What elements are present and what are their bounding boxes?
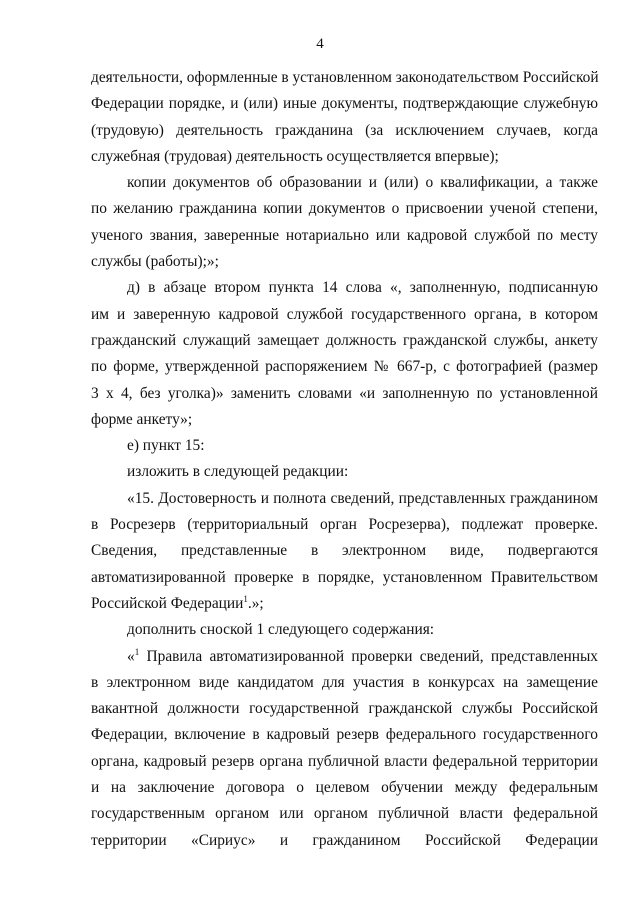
text-line-content: и на заключение договора о целевом обучении между федеральным xyxy=(91,779,598,797)
text-line-content: органа, кадровый резерв органа публичной власти федеральной территории xyxy=(91,752,598,770)
text-line xyxy=(91,801,598,827)
text-line-content: «15. Достоверность и полнота сведений, представленных гражданином xyxy=(127,489,598,507)
text-line xyxy=(91,565,598,591)
text-line xyxy=(91,644,598,670)
text-line-content: « xyxy=(127,647,135,665)
text-line-content: службы (работы);»; xyxy=(91,253,219,271)
text-line-content: вакантной должности государственной гражданской службы Российской xyxy=(91,700,598,718)
text-line xyxy=(91,696,598,722)
text-line-content: им и заверенную кадровой службой государственного органа, в котором xyxy=(91,305,598,323)
page-number: 4 xyxy=(316,36,324,52)
text-line-content: государственным органом или органом публичной власти федеральной xyxy=(91,805,598,823)
text-line xyxy=(91,512,598,538)
text-line xyxy=(91,381,598,407)
text-line xyxy=(91,354,598,380)
text-line-content: деятельности, оформленные в установленном законодательством Российской xyxy=(91,69,599,86)
text-line xyxy=(91,775,598,801)
text-line xyxy=(91,722,598,748)
text-line xyxy=(91,223,598,249)
text-line xyxy=(91,486,598,512)
text-line-content: д) в абзаце втором пункта 14 слова «, заполненную, подписанную xyxy=(127,279,598,297)
text-line-content: изложить в следующей редакции: xyxy=(127,463,349,481)
text-line xyxy=(91,91,598,117)
text-line xyxy=(91,591,598,617)
text-line xyxy=(91,407,598,433)
text-line xyxy=(91,275,598,301)
text-line xyxy=(91,118,598,144)
text-line xyxy=(91,302,598,328)
text-line-content: по форме, утвержденной распоряжением № 667-р, с фотографией (размер xyxy=(91,358,598,376)
text-line xyxy=(91,538,598,564)
footnote-marker: 1 xyxy=(134,646,140,657)
text-line-content: по желанию гражданина копии документов о присвоении ученой степени, xyxy=(91,200,598,218)
text-line xyxy=(91,828,598,854)
text-line-content: Российской Федерации xyxy=(91,594,244,612)
text-line-continuation: .»; xyxy=(247,594,264,612)
text-line-content: территории «Сириус» и гражданином Российской Федерации xyxy=(91,831,598,849)
text-line xyxy=(91,170,598,196)
text-line-content: в электронном виде кандидатом для участия в конкурсах на замещение xyxy=(91,673,598,691)
text-line-content: (трудовую) деятельность гражданина (за исключением случаев, когда xyxy=(91,121,598,139)
text-line xyxy=(91,196,598,222)
footnote-marker: 1 xyxy=(243,593,248,604)
document-body xyxy=(91,65,598,854)
text-line-content: 3 х 4, без уголка)» заменить словами «и заполненную по установленной xyxy=(91,384,598,402)
text-line-content: копии документов об образовании и (или) о квалификации, а также xyxy=(127,174,598,192)
text-line-content: автоматизированной проверке в порядке, установленном Правительством xyxy=(91,568,598,586)
text-line xyxy=(91,617,598,643)
text-line-content: Сведения, представленные в электронном виде, подвергаются xyxy=(91,542,598,560)
text-line-content: в Росрезерв (территориальный орган Росрезерва), подлежат проверке. xyxy=(91,516,598,534)
text-line-content: ученого звания, заверенные нотариально или кадровой службой по месту xyxy=(91,226,598,244)
text-line xyxy=(91,459,598,485)
text-line xyxy=(91,433,598,459)
text-line xyxy=(91,144,598,170)
text-line xyxy=(91,670,598,696)
text-line-content: форме анкету»; xyxy=(91,410,193,428)
text-line-content: гражданский служащий замещает должность гражданской службы, анкету xyxy=(91,331,598,349)
text-line xyxy=(91,249,598,275)
text-line-content: дополнить сноской 1 следующего содержания: xyxy=(127,621,435,639)
text-line-content: е) пункт 15: xyxy=(127,437,205,455)
text-line xyxy=(91,328,598,354)
text-line-content: Федерации порядке, и (или) иные документы, подтверждающие служебную xyxy=(91,95,598,113)
text-line-continuation: Правила автоматизированной проверки сведений, представленных xyxy=(139,647,598,665)
text-line xyxy=(91,65,598,91)
text-line-content: Федерации, включение в кадровый резерв федерального государственного xyxy=(91,726,598,744)
text-line-content: служебная (трудовая) деятельность осуществляется впервые); xyxy=(91,147,499,165)
text-line xyxy=(91,749,598,775)
